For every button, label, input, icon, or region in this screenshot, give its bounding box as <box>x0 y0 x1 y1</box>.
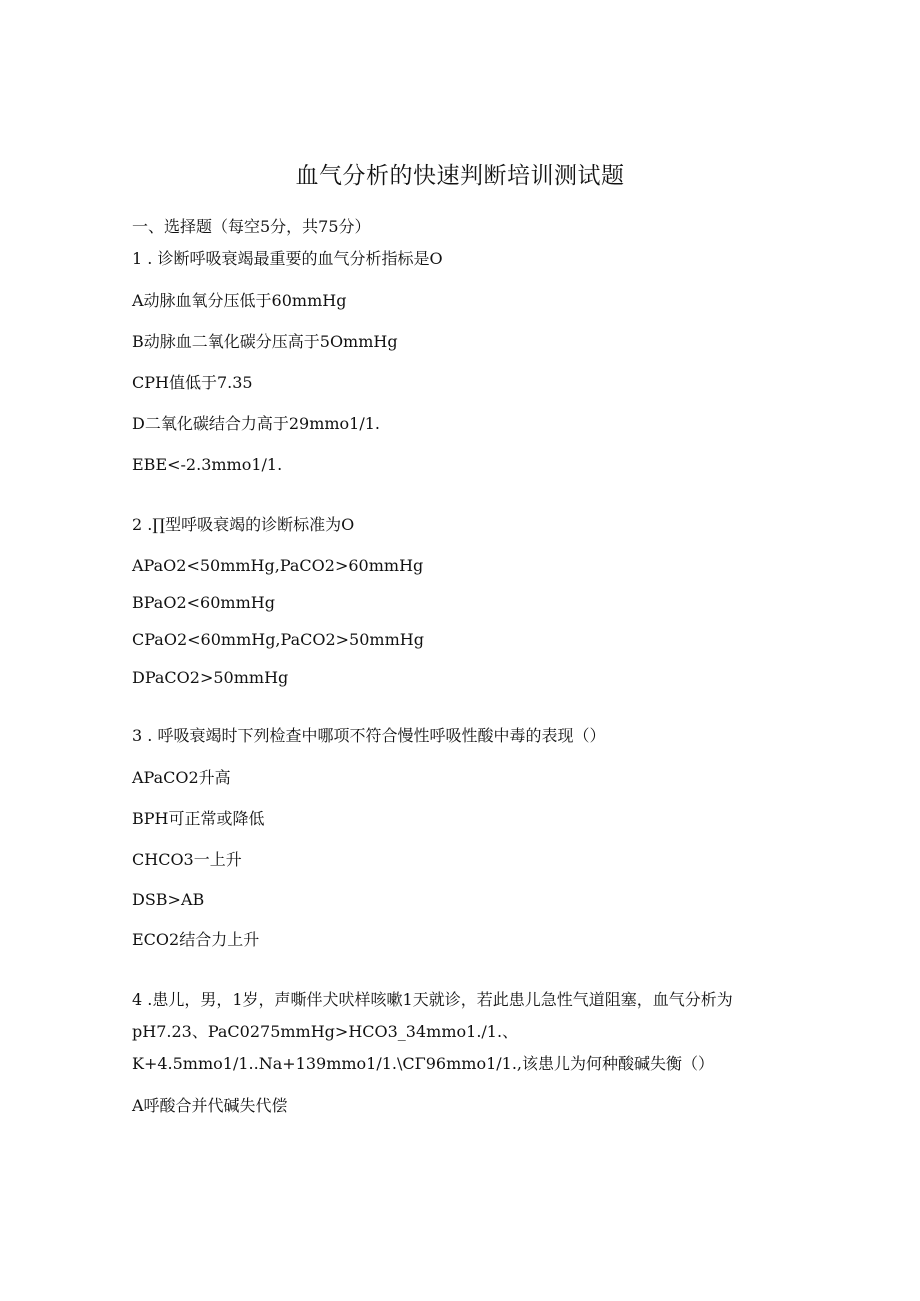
question-2-option-d: DPaCO2>50mmHg <box>132 668 289 687</box>
question-3-option-a: APaCO2升高 <box>132 768 231 787</box>
question-4-stem-line-2: pH7.23、PaC0275mmHg>HCO3_34mmo1./1.、 <box>132 1022 519 1041</box>
question-3-option-b: BPH可正常或降低 <box>132 809 265 828</box>
question-1-stem: 1 . 诊断呼吸衰竭最重要的血气分析指标是O <box>132 249 443 268</box>
question-1-option-a: A动脉血氧分压低于60mmHg <box>132 291 347 310</box>
question-4-option-a: A呼酸合并代碱失代偿 <box>132 1096 288 1115</box>
document-title: 血气分析的快速判断培训测试题 <box>295 163 625 189</box>
question-2-option-a: APaO2<50mmHg,PaCO2>60mmHg <box>132 556 424 575</box>
section-heading: 一、选择题（每空5分，共75分） <box>132 217 371 236</box>
question-1-option-d: D二氧化碳结合力高于29mmo1∕1. <box>132 414 381 433</box>
question-1-option-e: EBE<-2.3mmo1∕1. <box>132 455 283 474</box>
question-3-option-d: DSB>AB <box>132 890 205 909</box>
question-3-option-c: CHCO3一上升 <box>132 850 242 869</box>
question-2-option-b: BPaO2<60mmHg <box>132 593 275 612</box>
question-1-option-c: CPH值低于7.35 <box>132 373 253 392</box>
question-2-option-c: CPaO2<60mmHg,PaCO2>50mmHg <box>132 630 424 649</box>
question-1-option-b: B动脉血二氧化碳分压高于5OmmHg <box>132 332 398 351</box>
question-4-stem-line-1: 4 .患儿，男，1岁，声嘶伴犬吠样咳嗽1天就诊，若此患儿急性气道阻塞，血气分析为 <box>132 990 733 1009</box>
question-4-stem-line-3: K+4.5mmo1∕1..Na+139mmo1∕1.\CΓ96mmo1∕1.,该患儿为何种酸碱失衡（） <box>132 1054 714 1073</box>
question-3-option-e: ECO2结合力上升 <box>132 930 260 949</box>
question-3-stem: 3 . 呼吸衰竭时下列检查中哪项不符合慢性呼吸性酸中毒的表现（） <box>132 726 606 745</box>
question-2-stem: 2 .∏型呼吸衰竭的诊断标准为O <box>132 515 355 534</box>
